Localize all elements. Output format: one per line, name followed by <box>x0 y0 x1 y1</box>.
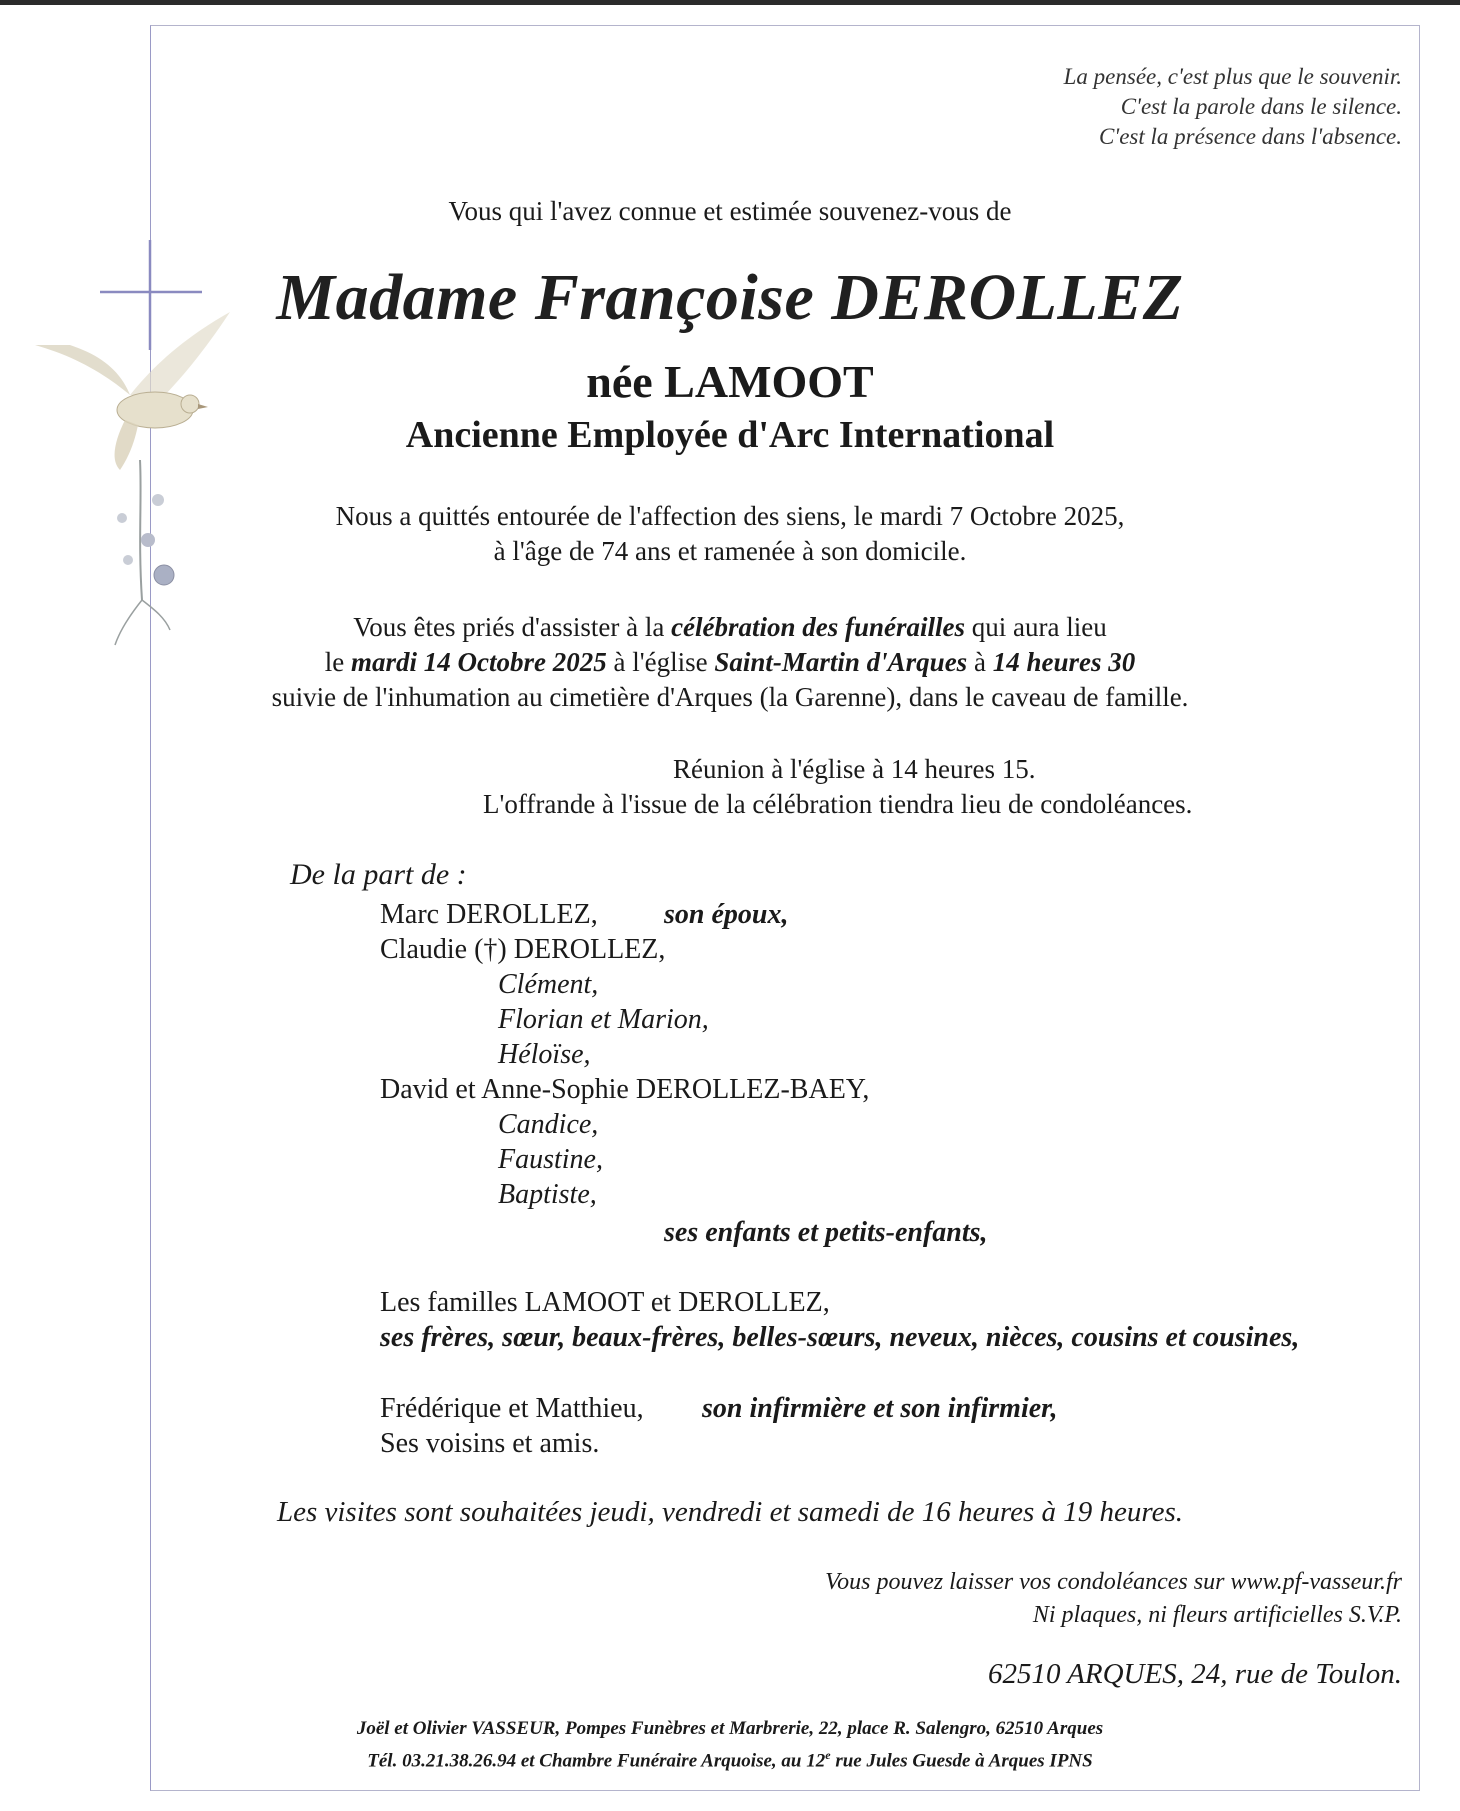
child-2: David et Anne-Sophie DEROLLEZ-BAEY, <box>380 1074 870 1105</box>
maiden-name: née LAMOOT <box>586 356 874 407</box>
meeting-line-2: L'offrande à l'issue de la célébration tiendra lieu de condoléances. <box>483 789 1193 819</box>
nurses: Frédérique et Matthieu, <box>380 1393 644 1424</box>
ceremony-line-3: suivie de l'inhumation au cimetière d'Arques (la Garenne), dans le caveau de famille. <box>271 682 1189 712</box>
epigraph-line-3: C'est la présence dans l'absence. <box>1098 124 1402 149</box>
child-1: Claudie (†) DEROLLEZ, <box>380 934 666 965</box>
condolences-line-1: Vous pouvez laisser vos condoléances sur www.pf-vasseur.fr <box>825 1569 1402 1595</box>
ceremony-line-2: le mardi 14 Octobre 2025 à l'église Saint-Martin d'Arques à 14 heures 30 <box>324 647 1136 677</box>
meeting-info <box>0 752 1460 822</box>
grandchild: Florian et Marion, <box>498 1004 709 1035</box>
neighbors: Ses voisins et amis. <box>380 1428 600 1459</box>
grandchild: Candice, <box>498 1109 599 1140</box>
spouse-name: Marc DEROLLEZ, <box>380 899 598 930</box>
intro-line: Vous qui l'avez connue et estimée souvenez-vous de <box>448 196 1012 226</box>
grandchild: Héloïse, <box>498 1039 591 1070</box>
condolences-info <box>825 1566 1402 1632</box>
visiting-hours: Les visites sont souhaitées jeudi, vendredi et samedi de 16 heures à 19 heures. <box>276 1496 1184 1528</box>
children-role: ses enfants et petits-enfants, <box>664 1217 988 1248</box>
nurses-role: son infirmière et son infirmier, <box>702 1393 1058 1424</box>
meeting-line-1: Réunion à l'église à 14 heures 15. <box>673 754 1036 784</box>
footer-line-1: Joël et Olivier VASSEUR, Pompes Funèbres et Marbrerie, 22, place R. Salengro, 62510 Arques <box>356 1718 1104 1739</box>
epigraph <box>1064 62 1402 152</box>
condolences-line-2: Ni plaques, ni fleurs artificielles S.V.P. <box>1032 1602 1402 1628</box>
extended-families: Les familles LAMOOT et DEROLLEZ, <box>380 1287 830 1318</box>
epigraph-line-1: La pensée, c'est plus que le souvenir. <box>1063 64 1402 89</box>
death-line-1: Nous a quittés entourée de l'affection des siens, le mardi 7 Octobre 2025, <box>335 501 1125 531</box>
extended-families-role: ses frères, sœur, beaux-frères, belles-sœurs, neveux, nièces, cousins et cousines, <box>380 1322 1300 1353</box>
death-line-2: à l'âge de 74 ans et ramenée à son domicile. <box>493 536 967 566</box>
home-address: 62510 ARQUES, 24, rue de Toulon. <box>987 1658 1402 1690</box>
ceremony-line-1: Vous êtes priés d'assister à la célébration des funérailles qui aura lieu <box>353 612 1107 642</box>
grandchild: Faustine, <box>498 1144 603 1175</box>
death-notice <box>0 499 1460 569</box>
family-header: De la part de : <box>290 858 467 891</box>
occupation: Ancienne Employée d'Arc International <box>405 414 1055 456</box>
deceased-name: Madame Françoise DEROLLEZ <box>276 261 1184 334</box>
ceremony-details <box>0 610 1460 715</box>
grandchild: Clément, <box>498 969 599 1000</box>
epigraph-line-2: C'est la parole dans le silence. <box>1120 94 1402 119</box>
grandchild: Baptiste, <box>498 1179 597 1210</box>
footer-line-2: Tél. 03.21.38.26.94 et Chambre Funéraire Arquoise, au 12e rue Jules Guesde à Arques IPNS <box>367 1748 1093 1772</box>
funeral-home-footer <box>0 1715 1460 1774</box>
scan-top-edge <box>0 0 1460 5</box>
spouse-role: son époux, <box>664 899 789 930</box>
